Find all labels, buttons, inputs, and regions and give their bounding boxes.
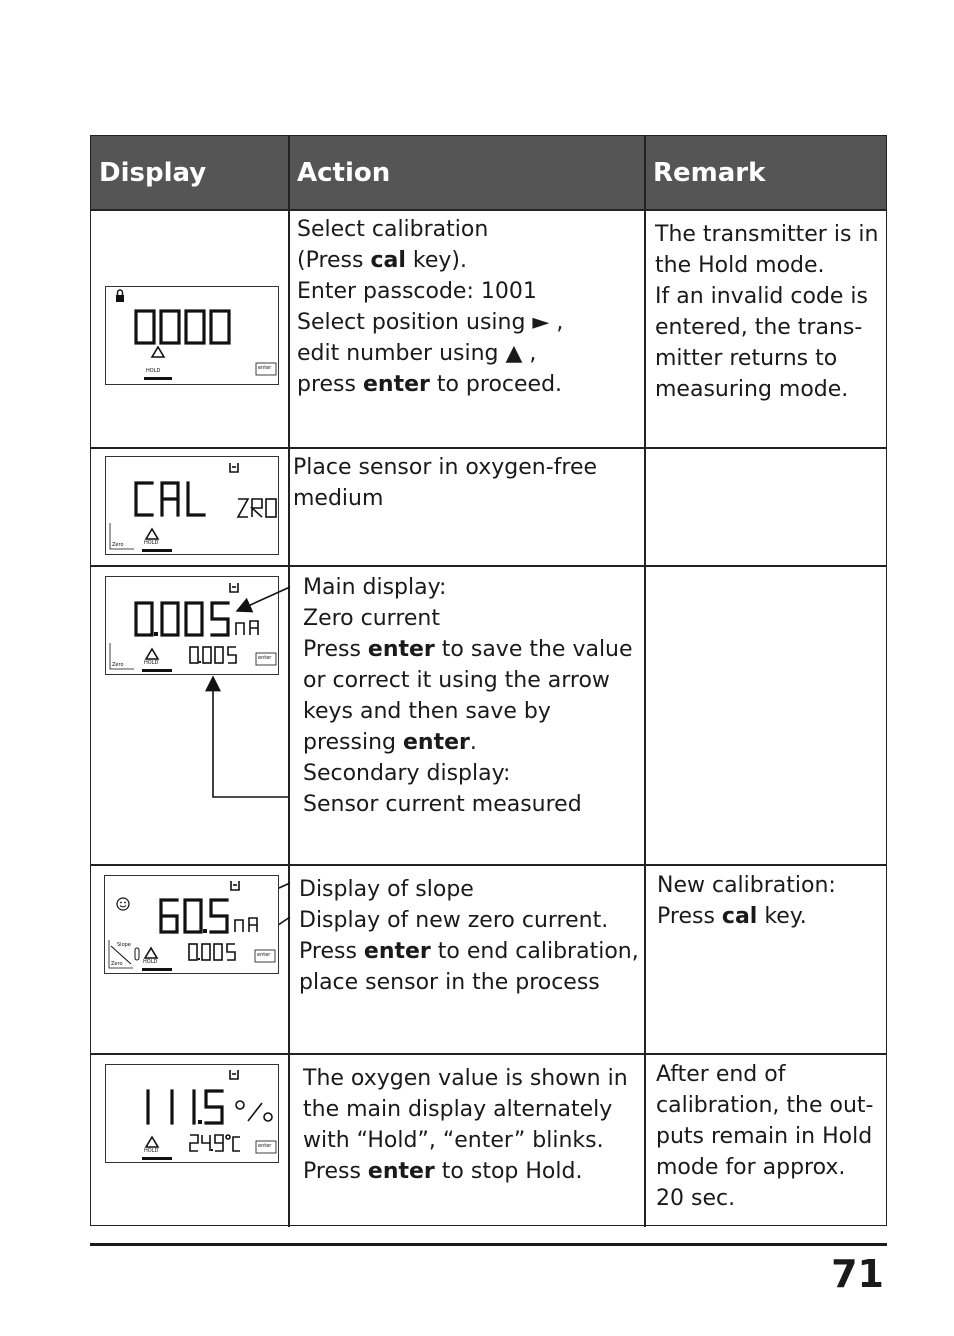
header-display: Display xyxy=(99,158,207,188)
svg-text:HOLD: HOLD xyxy=(144,660,159,666)
svg-text:HOLD: HOLD xyxy=(143,959,158,965)
beaker-icon xyxy=(231,881,239,890)
text-line: edit number using ▲ , xyxy=(297,341,537,366)
lcd-main-digits xyxy=(161,900,257,933)
svg-text:Slope: Slope xyxy=(117,942,131,948)
text-line: with “Hold”, “enter” blinks. xyxy=(303,1128,604,1153)
row5-action xyxy=(303,1063,643,1187)
slope-zero-indicator xyxy=(109,940,139,968)
svg-text:HOLD: HOLD xyxy=(144,1148,159,1154)
row4-remark xyxy=(657,870,883,932)
svg-text:Zero: Zero xyxy=(111,961,123,967)
text-line: Press enter to end calibration, xyxy=(299,939,639,964)
beaker-icon xyxy=(230,1070,238,1079)
text-line: Select calibration xyxy=(297,217,489,242)
text-line: Select position using ► , xyxy=(297,310,564,335)
text-line: Secondary display: xyxy=(303,761,511,786)
text-line: Main display: xyxy=(303,575,447,600)
text-line: or correct it using the arrow xyxy=(303,668,610,693)
row5-remark xyxy=(656,1059,884,1214)
text-line: Press enter to stop Hold. xyxy=(303,1159,583,1184)
row4-action xyxy=(299,874,644,998)
warning-icon xyxy=(142,948,172,971)
row3-action xyxy=(303,572,643,820)
text-line: Zero current xyxy=(303,606,440,631)
text-line: measuring mode. xyxy=(655,377,849,402)
text-line: the Hold mode. xyxy=(655,253,825,278)
text-line: Enter passcode: 1001 xyxy=(297,279,537,304)
lcd-secondary-digits xyxy=(190,1135,240,1151)
text-line: Press enter to save the value xyxy=(303,637,633,662)
lcd-secondary-digits xyxy=(189,944,235,960)
warning-icon xyxy=(142,1137,172,1160)
text-line: New calibration: xyxy=(657,873,836,898)
text-line: 20 sec. xyxy=(656,1186,736,1211)
svg-text:enter: enter xyxy=(258,365,272,371)
text-line: press enter to proceed. xyxy=(297,372,563,397)
svg-text:enter: enter xyxy=(258,1143,272,1149)
page-number: 71 xyxy=(831,1252,884,1296)
svg-text:HOLD: HOLD xyxy=(146,368,161,374)
text-line: Press cal key. xyxy=(657,904,807,929)
svg-text:HOLD: HOLD xyxy=(144,540,159,546)
svg-text:enter: enter xyxy=(258,655,272,661)
text-line: keys and then save by xyxy=(303,699,551,724)
text-line: Sensor current measured xyxy=(303,792,582,817)
header-remark: Remark xyxy=(653,158,766,188)
svg-text:Zero: Zero xyxy=(112,662,124,668)
text-line: medium xyxy=(293,486,384,511)
text-line: mode for approx. xyxy=(656,1155,846,1180)
lcd-oxygen-display xyxy=(105,1064,279,1163)
text-line: the main display alternately xyxy=(303,1097,613,1122)
lcd-main-digits xyxy=(148,1091,272,1124)
text-line: pressing enter. xyxy=(303,730,477,755)
text-line: After end of xyxy=(656,1062,786,1087)
text-line: The oxygen value is shown in xyxy=(303,1066,628,1091)
text-line: place sensor in the process xyxy=(299,970,600,995)
text-line: If an invalid code is xyxy=(655,284,869,309)
text-line: calibration, the out- xyxy=(656,1093,874,1118)
text-line: Place sensor in oxygen-free xyxy=(293,455,598,480)
footer-rule xyxy=(90,1243,887,1246)
text-line: mitter returns to xyxy=(655,346,838,371)
svg-text:enter: enter xyxy=(257,952,271,958)
header-action: Action xyxy=(297,158,391,188)
text-line: puts remain in Hold xyxy=(656,1124,873,1149)
lcd-slope-display xyxy=(104,875,279,974)
text-line: The transmitter is in xyxy=(655,222,879,247)
text-line: Display of new zero current. xyxy=(299,908,609,933)
smiley-icon xyxy=(117,898,129,910)
svg-text:Zero: Zero xyxy=(112,542,124,548)
text-line: (Press cal key). xyxy=(297,248,468,273)
enter-icon xyxy=(255,950,275,962)
text-line: entered, the trans- xyxy=(655,315,863,340)
text-line: Display of slope xyxy=(299,877,474,902)
enter-icon xyxy=(256,1141,276,1153)
